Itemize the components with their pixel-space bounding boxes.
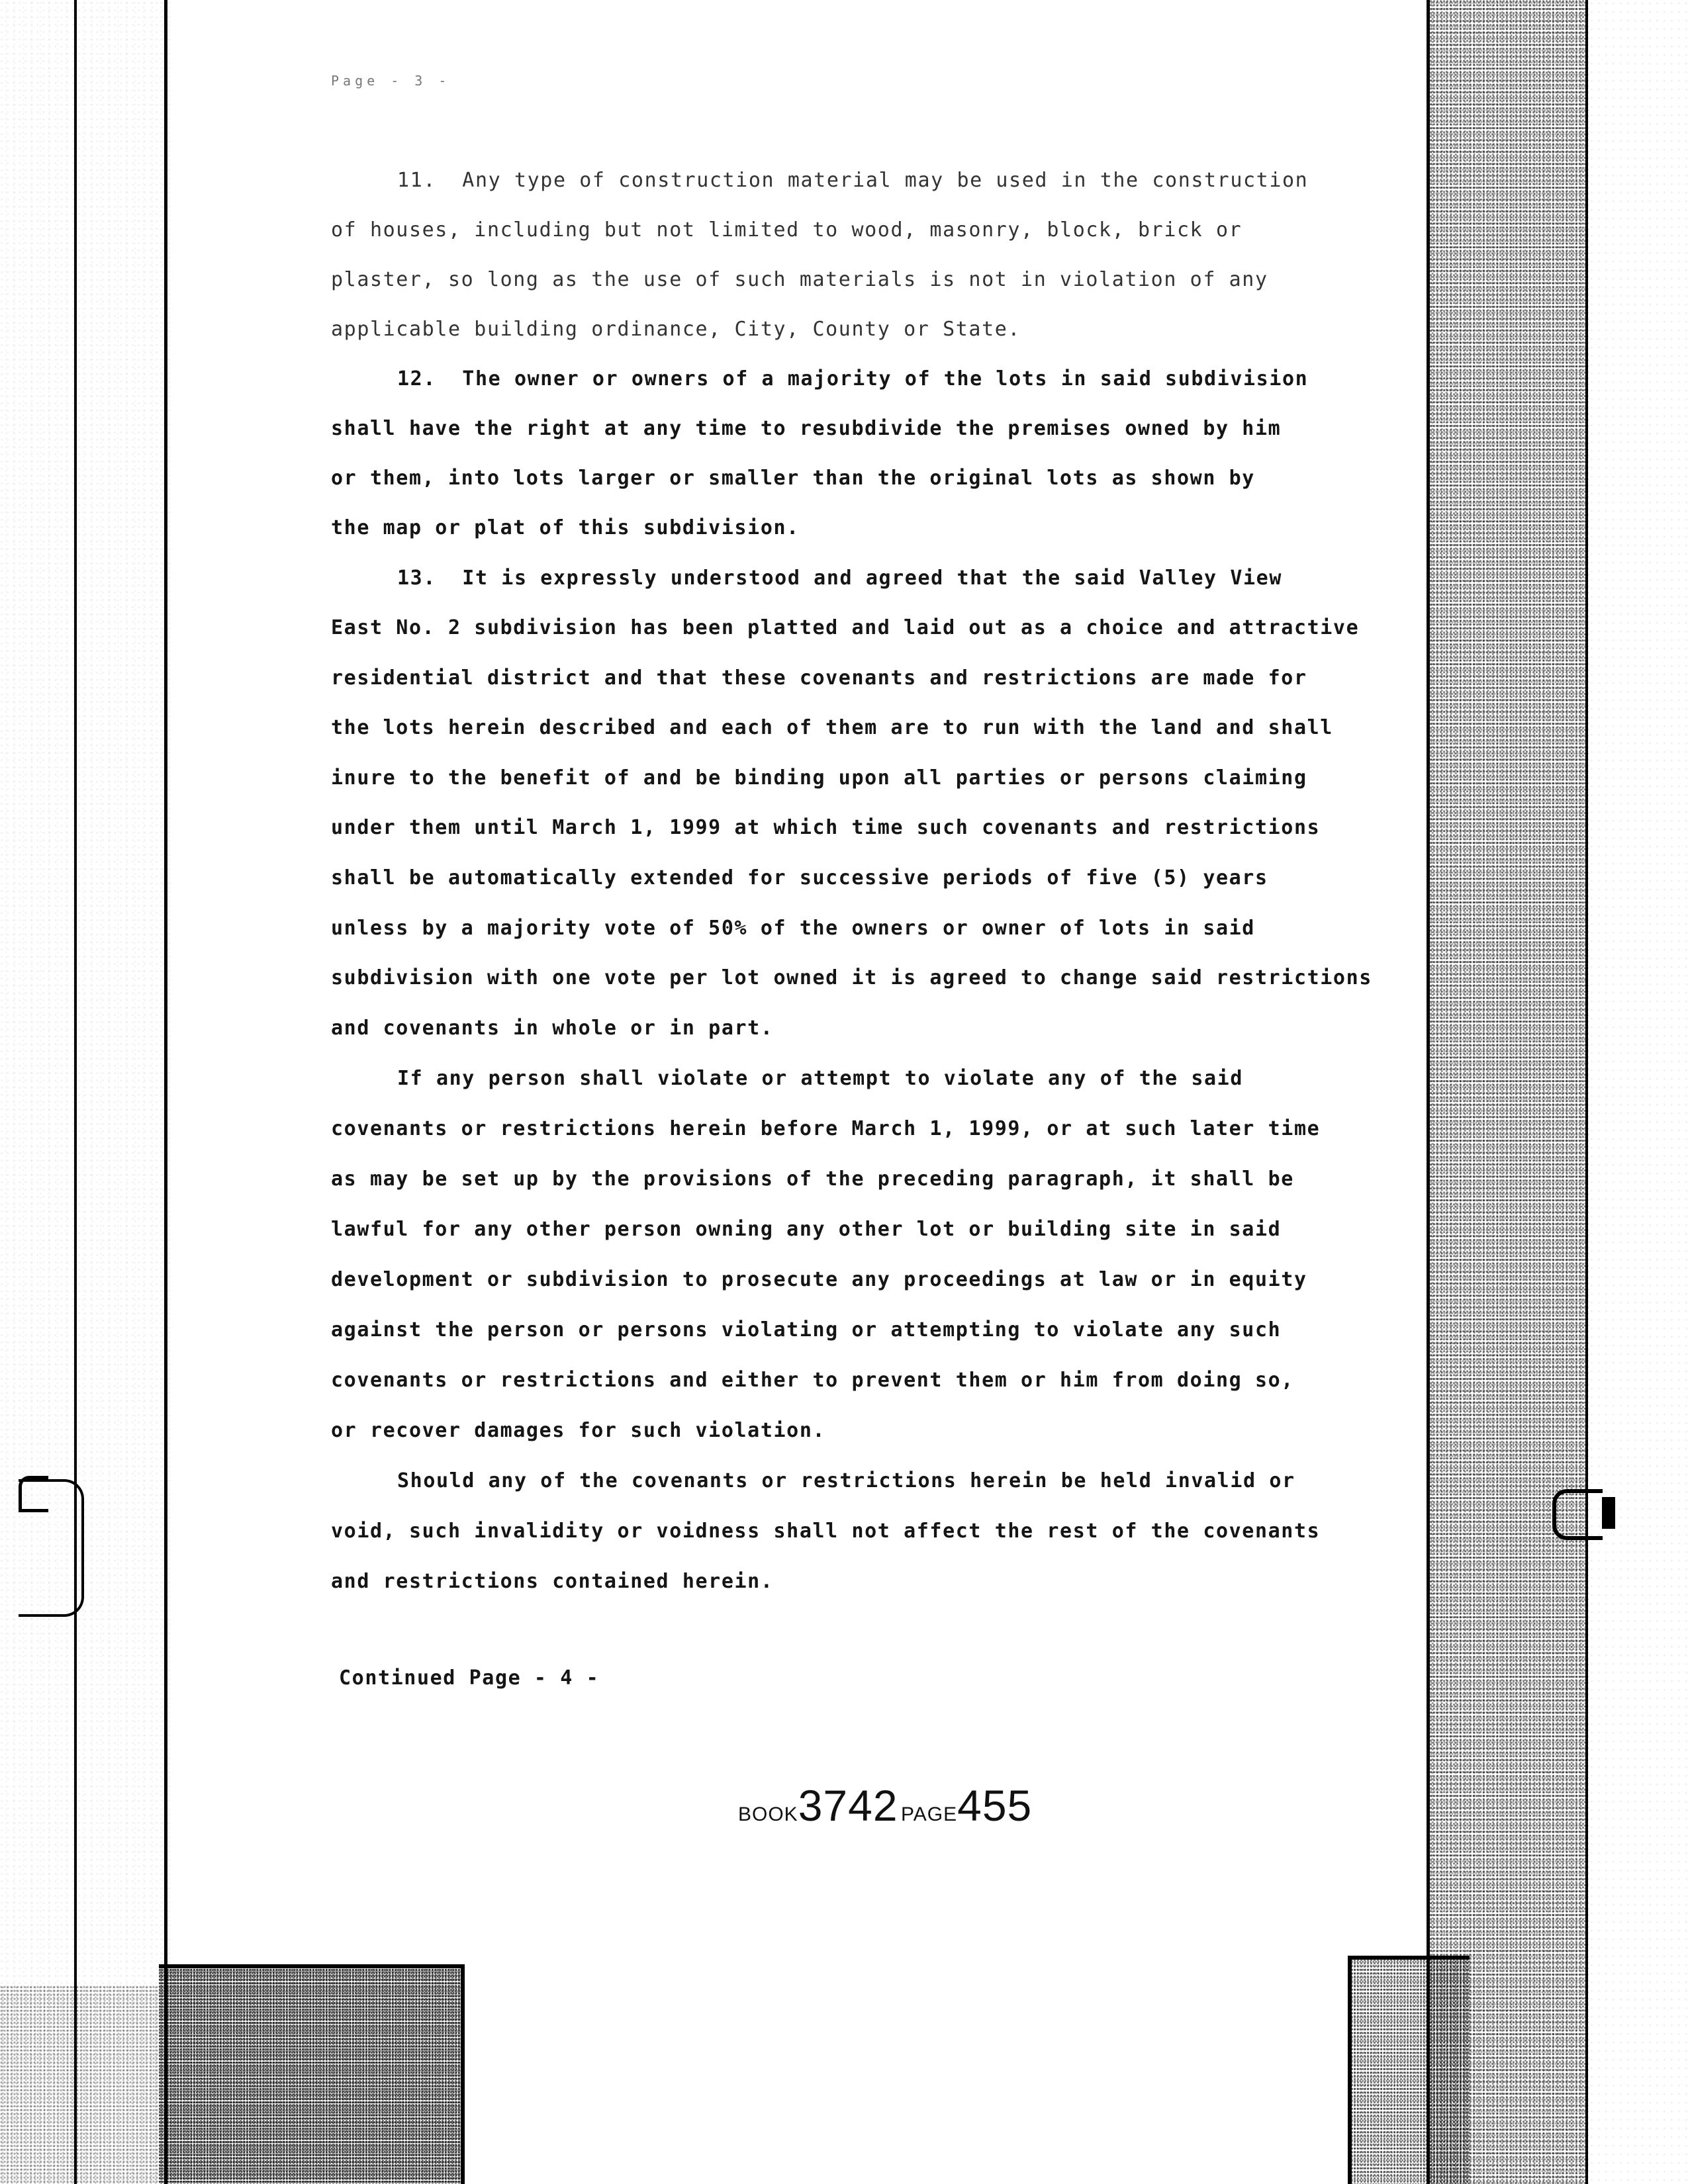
text-line: 11. Any type of construction material may be used in the construction xyxy=(397,169,1309,192)
text-line: shall be automatically extended for successive periods of five (5) years xyxy=(331,866,1268,889)
scan-noise-right xyxy=(1430,0,1589,2184)
text-line: subdivision with one vote per lot owned it is agreed to change said restrictions xyxy=(331,966,1372,989)
text-line: applicable building ordinance, City, County or State. xyxy=(331,318,1021,341)
text-line: against the person or persons violating or attempting to violate any such xyxy=(331,1318,1282,1342)
text-line: inure to the benefit of and be binding upon all parties or persons claiming xyxy=(331,766,1307,790)
scan-noise-left xyxy=(0,0,172,2184)
stamp-book-number: 3742 xyxy=(798,1781,898,1830)
page-edge-line-left-outer xyxy=(74,0,77,2184)
page-edge-line-bottom-right xyxy=(1350,1956,1470,1960)
binder-clip-right-dark-icon xyxy=(1602,1497,1615,1529)
page-edge-line-left-inner xyxy=(164,0,167,2184)
text-line: development or subdivision to prosecute any proceedings at law or in equity xyxy=(331,1268,1307,1291)
scan-noise-right-light xyxy=(1589,0,1688,2184)
text-line: and covenants in whole or in part. xyxy=(331,1017,774,1040)
binder-clip-right-icon xyxy=(1552,1489,1603,1540)
text-line: the lots herein described and each of them are to run with the land and shall xyxy=(331,716,1333,739)
text-line: or recover damages for such violation. xyxy=(331,1419,826,1442)
text-line: covenants or restrictions herein before March 1, 1999, or at such later time xyxy=(331,1117,1321,1140)
text-line: 12. The owner or owners of a majority of the lots in said subdivision xyxy=(397,367,1309,390)
stamp-page-number: 455 xyxy=(957,1781,1033,1830)
page-edge-line-right-outer xyxy=(1585,0,1588,2184)
scan-corner-bottom-left xyxy=(159,1966,463,2184)
book-page-stamp xyxy=(738,1780,1033,1840)
text-line: or them, into lots larger or smaller than the original lots as shown by xyxy=(331,467,1255,490)
text-line: unless by a majority vote of 50% of the owners or owner of lots in said xyxy=(331,917,1255,940)
continued-note: Continued Page - 4 - xyxy=(339,1666,600,1690)
text-line: void, such invalidity or voidness shall not affect the rest of the covenants xyxy=(331,1520,1321,1543)
scan-corner-bottom-left-fade xyxy=(0,1985,159,2184)
stamp-book-label: BOOK xyxy=(738,1803,798,1825)
text-line: residential district and that these covenants and restrictions are made for xyxy=(331,666,1307,690)
text-line: lawful for any other person owning any other lot or building site in said xyxy=(331,1218,1282,1241)
text-line: East No. 2 subdivision has been platted and laid out as a choice and attractive xyxy=(331,616,1360,639)
page-edge-line-bottom-right-side xyxy=(1348,1956,1352,2184)
page-edge-line-bottom-left-side xyxy=(461,1964,465,2184)
page-edge-line-right-inner xyxy=(1427,0,1430,2184)
text-line: as may be set up by the provisions of the preceding paragraph, it shall be xyxy=(331,1167,1294,1191)
text-line: of houses, including but not limited to wood, masonry, block, brick or xyxy=(331,218,1243,242)
page-edge-line-bottom-left xyxy=(159,1964,463,1968)
text-line: 13. It is expressly understood and agreed that the said Valley View xyxy=(397,567,1282,590)
text-line: Should any of the covenants or restrictions herein be held invalid or xyxy=(397,1469,1295,1492)
text-line: shall have the right at any time to resubdivide the premises owned by him xyxy=(331,417,1282,440)
text-line: plaster, so long as the use of such materials is not in violation of any xyxy=(331,268,1268,291)
text-line: covenants or restrictions and either to prevent them or him from doing so, xyxy=(331,1369,1294,1392)
text-line: under them until March 1, 1999 at which time such covenants and restrictions xyxy=(331,816,1321,839)
binder-clip-left-tab-icon xyxy=(19,1476,48,1512)
stamp-page-label: PAGE xyxy=(900,1803,958,1825)
text-line: If any person shall violate or attempt to violate any of the said xyxy=(397,1067,1243,1090)
page-header-mark: Page - 3 - xyxy=(331,73,451,89)
text-line: and restrictions contained herein. xyxy=(331,1570,774,1593)
text-line: the map or plat of this subdivision. xyxy=(331,516,800,539)
scan-corner-bottom-right xyxy=(1350,1959,1470,2184)
